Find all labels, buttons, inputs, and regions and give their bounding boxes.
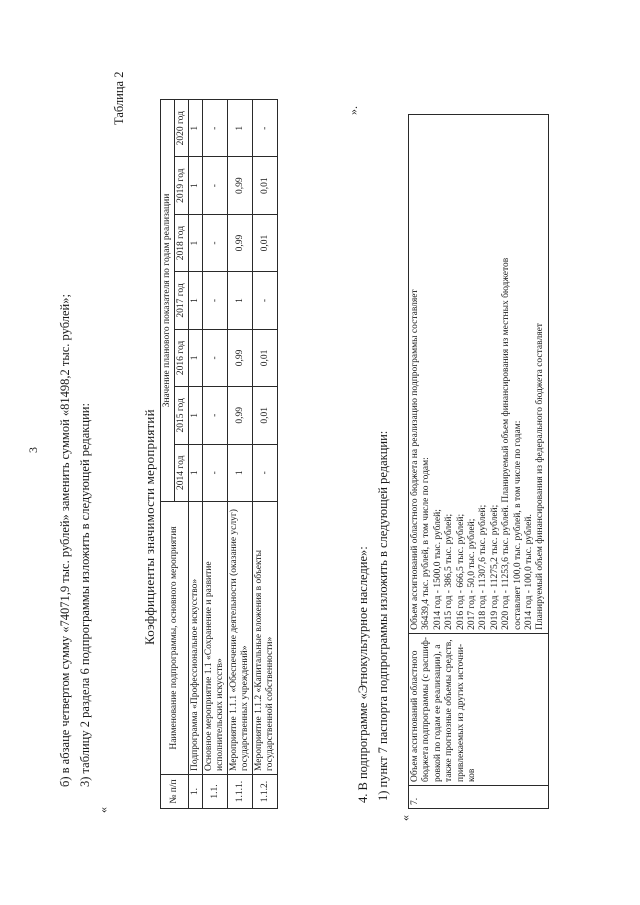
passport-content-line: Объем ассигнований областного бюджета на реализацию подпрограммы составляет <box>410 289 420 630</box>
row-value: 1 <box>189 214 203 271</box>
row-value: 1 <box>228 444 253 501</box>
row-name: Мероприятие 1.1.1 «Обеспечение деятельности (оказание услуг) государственных учреждений» <box>228 501 253 774</box>
row-value: - <box>203 157 228 214</box>
row-value: 1 <box>228 272 253 329</box>
row-value: 0,01 <box>253 387 278 444</box>
row-value: - <box>203 387 228 444</box>
row-value: - <box>253 272 278 329</box>
passport-label-line: ровкой по годам ее реализации), а <box>432 644 443 782</box>
header-year: 2016 год <box>175 329 189 386</box>
item-4-text: 4. В подпрограмме «Этнокультурное наследие»: <box>356 546 370 803</box>
passport-content-line: 2020 год - 11253,6 тыс. рублей. Планируемый объем финансирования из местных бюджетов <box>501 257 512 630</box>
passport-content-line: составляет 100,0 тыс. рублей, в том числе по годам: <box>512 420 523 630</box>
row-number: 1. <box>189 775 203 809</box>
row-value: - <box>203 444 228 501</box>
row-value: 1 <box>189 272 203 329</box>
passport-label <box>409 633 549 785</box>
passport-label-line: бюджета подпрограммы (с расшиф- <box>421 636 432 782</box>
row-value: 0,99 <box>228 329 253 386</box>
header-number: № п/п <box>161 775 189 809</box>
row-value: 1 <box>189 100 203 157</box>
passport-content-line: 2016 год - 666,5 тыс. рублей; <box>455 513 466 630</box>
row-value: - <box>253 100 278 157</box>
row-number: 1.1. <box>203 775 228 809</box>
row-value: 1 <box>228 100 253 157</box>
row-number: 1.1.1. <box>228 775 253 809</box>
header-year: 2019 год <box>175 157 189 214</box>
header-year: 2018 год <box>175 214 189 271</box>
header-year: 2015 год <box>175 387 189 444</box>
passport-content-line: 36439,4 тыс. рублей, в том числе по годам: <box>421 457 432 630</box>
row-value: 0,99 <box>228 214 253 271</box>
passport-label-line: Объем ассигнований областного <box>410 650 420 782</box>
header-year: 2020 год <box>175 100 189 157</box>
row-value: 0,99 <box>228 387 253 444</box>
passport-content-line: 2017 год - 50,0 тыс. рублей; <box>467 518 478 630</box>
passport-content-line: Планируемый объем финансирования из федерального бюджета составляет <box>535 323 546 630</box>
passport-label-line: также прогнозные объемы средств, <box>444 639 455 782</box>
row-value: 1 <box>189 444 203 501</box>
row-value: 1 <box>189 157 203 214</box>
header-name: Наименование подпрограммы, основного мероприятия <box>161 501 189 774</box>
row-value: 0,01 <box>253 214 278 271</box>
passport-label-line: ков <box>467 768 478 782</box>
passport-table <box>408 114 549 809</box>
row-value: - <box>203 329 228 386</box>
row-value: - <box>203 100 228 157</box>
table-row <box>228 100 253 809</box>
passport-content-line: 2014 год - 100,0 тыс. рублей. <box>524 514 535 630</box>
passport-content <box>409 115 549 634</box>
row-value: 0,01 <box>253 329 278 386</box>
row-value: - <box>253 444 278 501</box>
passport-label-line: привлекаемых из других источни- <box>455 643 466 782</box>
table-heading: Коэффициенты значимости мероприятий <box>142 409 157 645</box>
row-name: Подпрограмма «Профессиональное искусство» <box>189 501 203 774</box>
header-year: 2014 год <box>175 444 189 501</box>
item-b-text: б) в абзаце четвертом сумму «74071,9 тыс. рублей» заменить суммой «81498,2 тыс. рублей»; <box>58 294 72 787</box>
row-name: Мероприятие 1.1.2 «Капитальные вложения в объекты государственной собственности» <box>253 501 278 774</box>
row-value: - <box>203 214 228 271</box>
open-quote: « <box>96 807 110 813</box>
row-value: 1 <box>189 329 203 386</box>
passport-content-line: 2019 год - 11275,2 тыс. рублей; <box>489 504 500 630</box>
passport-content-line: 2015 год - 386,5 тыс. рублей; <box>444 513 455 630</box>
close-quote: ». <box>346 106 360 115</box>
row-value: - <box>203 272 228 329</box>
header-year: 2017 год <box>175 272 189 329</box>
row-value: 0,01 <box>253 157 278 214</box>
header-group: Значение планового показателя по годам реализации <box>161 100 175 502</box>
row-name: Основное мероприятие 1.1 «Сохранение и развитие исполнительских искусств» <box>203 501 228 774</box>
item-3-text: 3) таблицу 2 раздела 6 подпрограммы изложить в следующей редакции: <box>78 403 92 787</box>
page-number: 3 <box>26 447 40 453</box>
table-row <box>189 100 203 809</box>
open-quote: « <box>398 815 412 821</box>
passport-content-line: 2014 год - 1500,0 тыс. рублей; <box>432 509 443 630</box>
row-number: 1.1.2. <box>253 775 278 809</box>
coefficients-table <box>160 99 278 809</box>
row-value: 0,99 <box>228 157 253 214</box>
row-value: 1 <box>189 387 203 444</box>
table-row <box>203 100 228 809</box>
table-header-row <box>161 100 175 809</box>
table-caption: Таблица 2 <box>112 71 126 125</box>
item-4-1-text: 1) пункт 7 паспорта подпрограммы изложить в следующей редакции: <box>376 430 390 801</box>
table-row <box>253 100 278 809</box>
table-row <box>409 115 549 809</box>
passport-content-line: 2018 год - 11307,6 тыс. рублей; <box>478 504 489 630</box>
passport-item-number: 7. <box>409 786 549 809</box>
